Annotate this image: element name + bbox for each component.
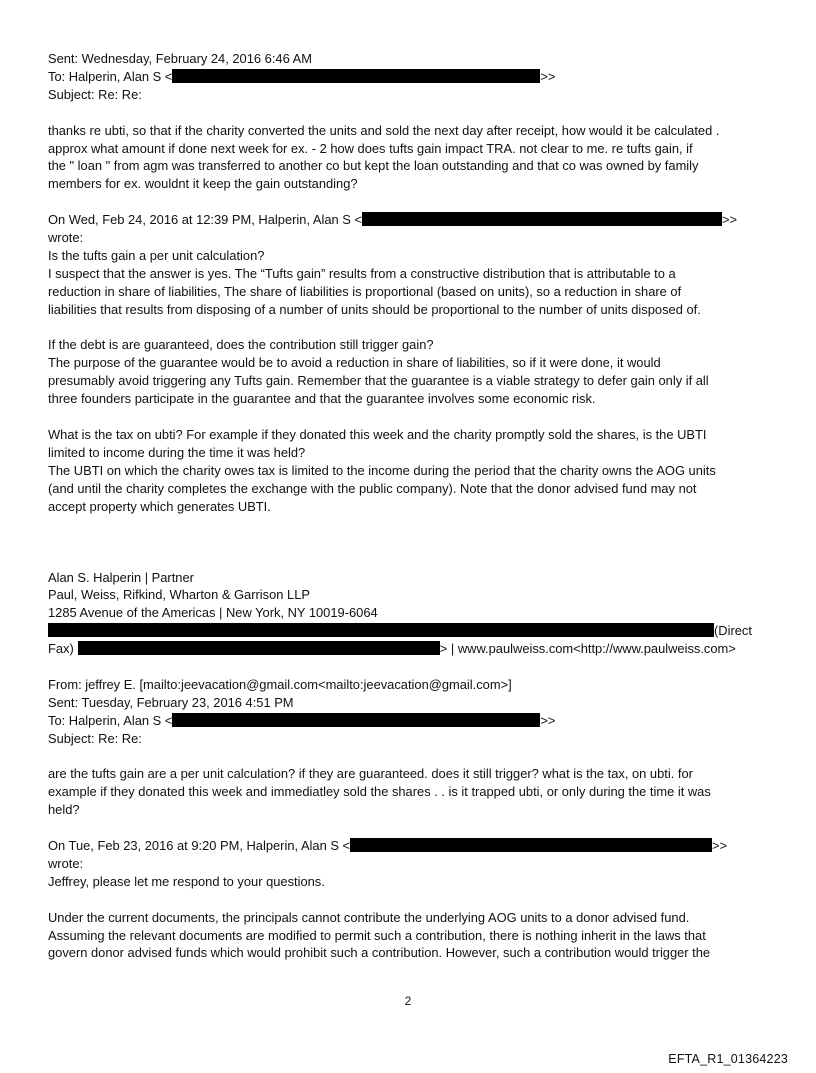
signature-fax-line [48, 640, 778, 658]
bates-number: EFTA_R1_01364223 [668, 1052, 788, 1066]
answer-line: I suspect that the answer is yes. The “Tufts gain” results from a constructive distribution that is attributable to a [48, 265, 676, 281]
answer-3 [48, 462, 778, 516]
answer-1 [48, 265, 778, 319]
body-line: are the tufts gain are a per unit calculation? if they are guaranteed. does it still trigger? what is the tax, on ubti. for [48, 766, 693, 782]
answer-2 [48, 354, 778, 408]
direct-label: (Direct [714, 623, 752, 639]
question-line: limited to income during the time it was held? [48, 444, 306, 460]
quote-header-prefix: On Tue, Feb 23, 2016 at 9:20 PM, Halperin, Alan S < [48, 838, 351, 854]
question-3 [48, 426, 778, 462]
answer-line: (and until the charity completes the exchange with the public company). Note that the donor advised fund may not [48, 480, 697, 496]
answer-line: accept property which generates UBTI. [48, 498, 271, 514]
signature-firm: Paul, Weiss, Rifkind, Wharton & Garrison LLP [48, 587, 310, 603]
redaction-bar [172, 713, 540, 727]
email-body-2 [48, 765, 778, 819]
quote-header-prefix: On Wed, Feb 24, 2016 at 12:39 PM, Halperin, Alan S < [48, 212, 362, 228]
quote-header [48, 837, 778, 855]
wrote-label: wrote: [48, 230, 84, 246]
body-line: members for ex. wouldnt it keep the gain outstanding? [48, 176, 358, 192]
body-line: thanks re ubti, so that if the charity converted the units and sold the next day after receipt, how would it be calculated . [48, 122, 720, 138]
question-2: If the debt is are guaranteed, does the contribution still trigger gain? [48, 337, 434, 353]
redaction-bar [48, 623, 714, 637]
to-suffix: >> [540, 68, 556, 84]
answer-line: reduction in share of liabilities, The share of liabilities is proportional (based on units), so a reduction in share of [48, 283, 682, 299]
fax-label: Fax) [48, 641, 74, 657]
quote-header-suffix: >> [712, 838, 728, 854]
greeting: Jeffrey, please let me respond to your questions. [48, 873, 325, 889]
quote-header [48, 211, 778, 229]
reply-body [48, 909, 778, 963]
question-1: Is the tufts gain a per unit calculation? [48, 247, 265, 263]
email-header-1 [48, 50, 778, 104]
signature-phone-line [48, 622, 778, 640]
body-line: govern donor advised funds which would prohibit such a contribution. However, such a contribution would trigger the [48, 945, 711, 961]
to-prefix: To: Halperin, Alan S < [48, 68, 173, 84]
redaction-bar [362, 212, 722, 226]
email-header-2 [48, 676, 778, 748]
spacer [48, 516, 778, 569]
subject-line: Subject: Re: Re: [48, 730, 142, 746]
body-line: approx what amount if done next week for ex. - 2 how does tufts gain impact TRA. not clear to me. re tufts gain, if [48, 140, 693, 156]
email-body-1 [48, 122, 778, 194]
signature-name: Alan S. Halperin | Partner [48, 569, 194, 585]
answer-line: three founders participate in the guarantee and that the guarantee involves some economic risk. [48, 391, 596, 407]
to-prefix: To: Halperin, Alan S < [48, 712, 173, 728]
page-number: 2 [404, 994, 412, 1008]
quoted-reply-2 [48, 837, 778, 962]
document-page [48, 50, 778, 962]
question-line: What is the tax on ubti? For example if they donated this week and the charity promptly sold the shares, is the UBTI [48, 426, 707, 442]
signature-block [48, 569, 778, 659]
quoted-reply-1 [48, 211, 778, 515]
redaction-bar [78, 641, 440, 655]
body-line: Under the current documents, the principals cannot contribute the underlying AOG units to a donor advised fund. [48, 909, 690, 925]
answer-line: presumably avoid triggering any Tufts gain. Remember that the guarantee is a viable strategy to defer gain only if all [48, 373, 709, 389]
sent-line: Sent: Wednesday, February 24, 2016 6:46 AM [48, 51, 312, 66]
body-line: held? [48, 802, 80, 818]
to-line [48, 712, 778, 730]
answer-line: liabilities that results from disposing of a number of units should be proportional to the number of units disposed of. [48, 301, 701, 317]
body-line: example if they donated this week and immediatley sold the shares . . is it trapped ubti, or only during the time it was [48, 784, 711, 800]
answer-line: The purpose of the guarantee would be to avoid a reduction in share of liabilities, so if it were done, it would [48, 355, 661, 371]
to-suffix: >> [540, 712, 556, 728]
body-line: Assuming the relevant documents are modified to permit such a contribution, there is nothing inherit in the laws that [48, 927, 706, 943]
from-line: From: jeffrey E. [mailto:jeevacation@gmail.com<mailto:jeevacation@gmail.com>] [48, 676, 512, 692]
signature-address: 1285 Avenue of the Americas | New York, NY 10019-6064 [48, 605, 378, 621]
sent-line: Sent: Tuesday, February 23, 2016 4:51 PM [48, 694, 294, 710]
website-link: > | www.paulweiss.com<http://www.paulweiss.com> [439, 641, 736, 657]
to-line [48, 68, 778, 86]
answer-line: The UBTI on which the charity owes tax is limited to the income during the period that the charity owns the AOG units [48, 462, 716, 478]
quote-header-suffix: >> [721, 212, 738, 228]
subject-line: Subject: Re: Re: [48, 86, 142, 102]
redaction-bar [172, 69, 540, 83]
wrote-label: wrote: [48, 855, 84, 871]
redaction-bar [350, 838, 712, 852]
body-line: the " loan " from agm was transferred to another co but kept the loan outstanding and that co was owned by family [48, 158, 699, 174]
